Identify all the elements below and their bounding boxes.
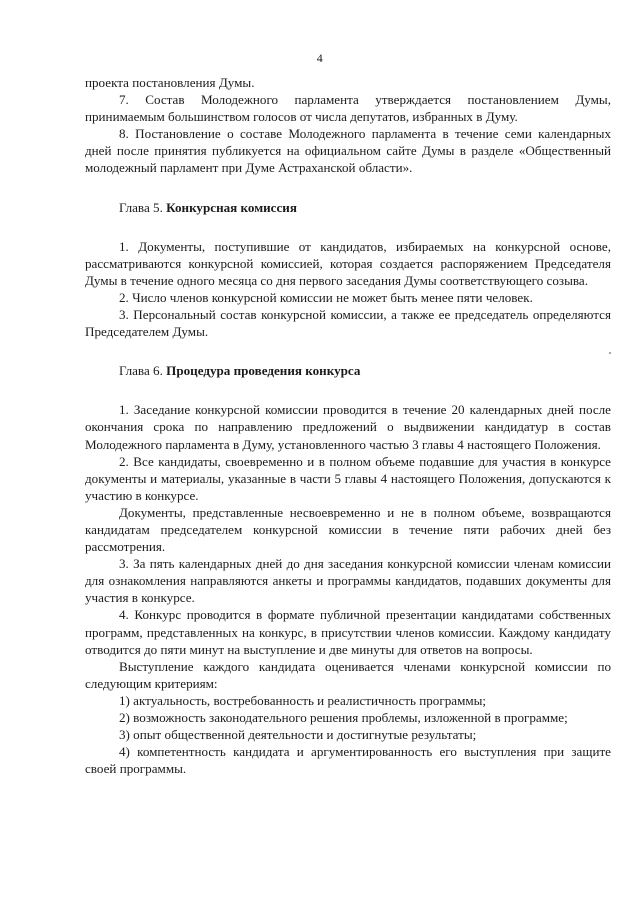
chapter-6-prefix: Глава 6.	[119, 363, 163, 379]
chapter-5-title: Конкурсная комиссия	[166, 199, 297, 215]
paragraph-continuation: проекта постановления Думы.	[85, 75, 255, 90]
document-body	[85, 74, 611, 777]
criteria-item-4: 4) компетентность кандидата и аргументированность его выступления при защите своей программы.	[85, 744, 611, 777]
chapter-5-paragraph-1: 1. Документы, поступившие от кандидатов, избираемых на конкурсной основе, рассматриваются конкурсной комиссией, которая создается распоряжением Председателя Думы в течение одного месяца со дня первого заседания Думы соответствующего созыва.	[85, 238, 611, 288]
chapter-6-paragraph-2: 2. Все кандидаты, своевременно и в полном объеме подавшие для участия в конкурсе документы и материалы, указанные в части 5 главы 4 настоящего Положения, допускаются к участию в конкурсе.	[85, 453, 611, 503]
chapter-6-paragraph-1: 1. Заседание конкурсной комиссии проводится в течение 20 календарных дней после окончания срока по направлению предложений о выдвижении кандидатур в состав Молодежного парламента в Думу, установленного частью 3 главы 4 настоящего Положения.	[85, 402, 611, 452]
chapter-6-heading	[85, 362, 611, 379]
chapter-6-title: Процедура проведения конкурса	[166, 363, 361, 379]
chapter-6-paragraph-3: 3. За пять календарных дней до дня заседания конкурсной комиссии членам комиссии для ознакомления направляются анкеты и программы кандидатов, подавших документы для участия в конкурсе.	[85, 556, 611, 606]
chapter-5-paragraph-2: 2. Число членов конкурсной комиссии не может быть менее пяти человек.	[119, 289, 533, 305]
scan-speck	[609, 352, 611, 354]
criteria-item-1: 1) актуальность, востребованность и реалистичность программы;	[119, 692, 487, 708]
criteria-item-3: 3) опыт общественной деятельности и достигнутые результаты;	[119, 727, 477, 743]
chapter-6-paragraph-5: Выступление каждого кандидата оценивается членами конкурсной комиссии по следующим критериям:	[85, 658, 611, 691]
page-number: 4	[316, 51, 324, 65]
paragraph-7: 7. Состав Молодежного парламента утверждается постановлением Думы, принимаемым большинством голосов от числа депутатов, избранных в Думу.	[85, 92, 611, 125]
chapter-6-paragraph-4: 4. Конкурс проводится в формате публичной презентации кандидатами собственных программ, представленных на конкурс, в присутствии членов комиссии. Каждому кандидату отводится до пяти минут на выступление и две минуты для ответов на вопросы.	[85, 607, 611, 657]
chapter-5-heading	[85, 199, 611, 216]
chapter-5-paragraph-3: 3. Персональный состав конкурсной комиссии, а также ее председатель определяются Председателем Думы.	[85, 307, 611, 340]
chapter-5-prefix: Глава 5.	[119, 199, 163, 215]
chapter-6-paragraph-2b: Документы, представленные несвоевременно и не в полном объеме, возвращаются кандидатам председателем конкурсной комиссии в течение пяти рабочих дней без рассмотрения.	[85, 504, 611, 555]
paragraph-8: 8. Постановление о составе Молодежного парламента в течение семи календарных дней после принятия публикуется на официальном сайте Думы в разделе «Общественный молодежный парламент при Думе Астраханской области».	[85, 126, 611, 176]
criteria-item-2: 2) возможность законодательного решения проблемы, изложенной в программе;	[119, 710, 568, 725]
